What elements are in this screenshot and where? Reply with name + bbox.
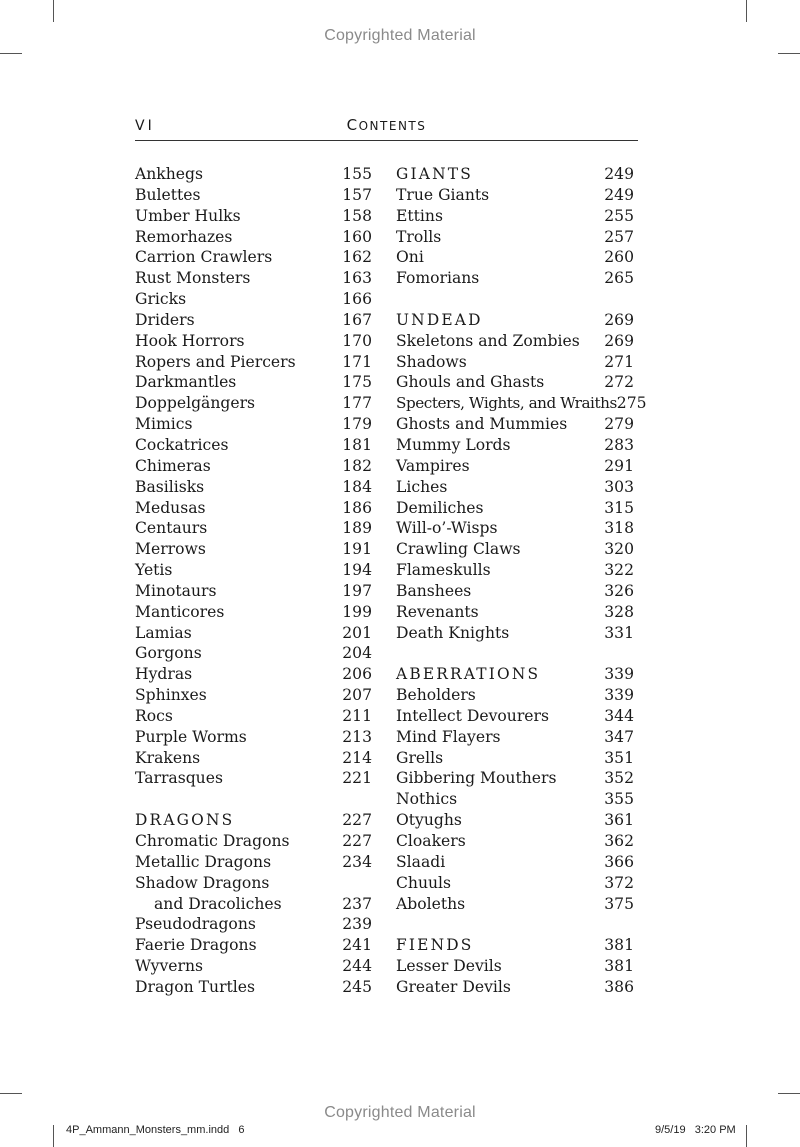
toc-entry (396, 393, 647, 414)
copyright-watermark-top: Copyrighted Material (324, 27, 476, 44)
toc-entry (396, 956, 634, 977)
toc-entry-label: GIANTS (396, 165, 473, 183)
toc-entry (135, 352, 372, 373)
toc-entry-label: UNDEAD (396, 310, 483, 329)
toc-entry (135, 164, 372, 185)
toc-entry-page: 386 (604, 977, 634, 996)
toc-entry-label: Rocs (135, 706, 173, 725)
toc-entry-page: 361 (604, 811, 634, 830)
toc-entry-label: Chuuls (396, 873, 452, 892)
toc-left-column (135, 164, 372, 998)
toc-entry-label: Will-o’-Wisps (396, 519, 498, 538)
toc-entry-label: Krakens (135, 748, 201, 767)
toc-entry-page: 331 (604, 623, 634, 642)
toc-entry (396, 206, 634, 227)
toc-entry-label: Gricks (135, 290, 187, 309)
toc-entry-label: Yetis (135, 561, 173, 580)
toc-entry (135, 581, 372, 602)
toc-entry-label: Wyverns (135, 957, 204, 976)
toc-entry-page: 291 (604, 456, 634, 475)
toc-entry (135, 456, 372, 477)
toc-entry (396, 498, 634, 519)
toc-entry-label: Crawling Claws (396, 540, 521, 559)
toc-entry (396, 247, 634, 268)
toc-entry-page: 186 (342, 498, 372, 517)
toc-entry (135, 539, 372, 560)
toc-entry-page: 155 (342, 165, 372, 183)
toc-entry (396, 831, 634, 852)
toc-entry-label: Doppelgängers (135, 394, 256, 413)
toc-entry (396, 852, 634, 873)
toc-entry-label: True Giants (396, 185, 490, 204)
toc-entry-page: 194 (342, 561, 372, 580)
toc-entry-page: 221 (342, 769, 372, 788)
toc-entry-label: Remorhazes (135, 227, 233, 246)
toc-entry-label: Mimics (135, 415, 193, 434)
toc-entry-label: Cockatrices (135, 435, 229, 454)
crop-mark (778, 1093, 800, 1094)
slug-file-info: 4P_Ammann_Monsters_mm.indd 6 (66, 1124, 245, 1136)
toc-entry-label: Hydras (135, 665, 193, 684)
toc-entry-page: 182 (342, 456, 372, 475)
toc-entry-label: Basilisks (135, 477, 205, 496)
toc-entry-page: 326 (604, 581, 634, 600)
toc-entry (396, 185, 634, 206)
toc-entry-page: 197 (342, 581, 372, 600)
crop-mark (0, 53, 22, 54)
toc-entry (396, 581, 634, 602)
toc-entry-label: Gorgons (135, 644, 202, 663)
toc-entry-label: Rust Monsters (135, 269, 251, 288)
toc-entry-label: Vampires (396, 456, 470, 475)
crop-mark (53, 0, 54, 22)
toc-entry-label: ABERRATIONS (396, 665, 541, 684)
toc-entry (135, 185, 372, 206)
toc-entry-page: 269 (604, 310, 634, 329)
toc-entry-page: 320 (604, 540, 634, 559)
toc-entry-page: 177 (342, 394, 372, 413)
toc-entry-label: FIENDS (396, 936, 474, 955)
toc-entry (135, 873, 372, 894)
toc-entry-label: Beholders (396, 686, 476, 705)
toc-spacer (135, 789, 372, 810)
running-title-rest: ONTENTS (358, 119, 427, 133)
toc-entry (135, 664, 372, 685)
toc-entry (135, 831, 372, 852)
toc-entry-page: 201 (342, 623, 372, 642)
toc-entry-label: Dragon Turtles (135, 977, 256, 996)
toc-entry (135, 310, 372, 331)
toc-entry-label: Death Knights (396, 623, 510, 642)
toc-entry (396, 873, 634, 894)
toc-entry-page: 344 (604, 706, 634, 725)
toc-entry (135, 768, 372, 789)
toc-entry-page: 157 (342, 185, 372, 204)
toc-entry (135, 685, 372, 706)
toc-entry-page: 375 (604, 894, 634, 913)
toc-entry (135, 852, 372, 873)
toc-entry (396, 810, 634, 831)
crop-mark (0, 1093, 22, 1094)
toc-section-heading (396, 310, 634, 331)
toc-entry (135, 894, 372, 915)
toc-entry-label: Cloakers (396, 832, 466, 850)
toc-entry (135, 393, 372, 414)
toc-entry (396, 477, 634, 498)
toc-entry (135, 914, 372, 935)
toc-entry-label: Gibbering Mouthers (396, 769, 557, 788)
toc-entry-page: 249 (604, 165, 634, 183)
toc-spacer (396, 914, 634, 935)
toc-entry-label: Chimeras (135, 456, 211, 475)
toc-entry-label: Umber Hulks (135, 206, 241, 225)
toc-entry-page: 315 (604, 498, 634, 517)
toc-entry-label: Shadow Dragons (135, 873, 270, 892)
toc-entry-label: Trolls (396, 227, 442, 246)
toc-entry-page: 381 (604, 936, 634, 955)
toc-entry-label: Ropers and Piercers (135, 352, 296, 371)
toc-entry-page: 260 (604, 248, 634, 267)
toc-entry (396, 331, 634, 352)
toc-entry-page: 272 (604, 373, 634, 392)
toc-entry-label: Grells (396, 748, 444, 767)
copyright-watermark-bottom: Copyrighted Material (324, 1104, 476, 1121)
toc-entry-page: 275 (616, 394, 647, 413)
toc-entry-page: 362 (604, 832, 634, 850)
toc-entry-label: Ghouls and Ghasts (396, 373, 545, 392)
toc-entry (396, 768, 634, 789)
toc-entry-label: Faerie Dragons (135, 936, 257, 955)
toc-entry-page: 352 (604, 769, 634, 788)
toc-entry-page: 160 (342, 227, 372, 246)
toc-entry-page: 303 (604, 477, 634, 496)
toc-entry (135, 227, 372, 248)
toc-entry (396, 623, 634, 644)
toc-entry-page: 179 (342, 415, 372, 434)
toc-entry (135, 518, 372, 539)
toc-entry (135, 435, 372, 456)
toc-entry-page: 355 (604, 790, 634, 809)
toc-entry-page: 158 (342, 206, 372, 225)
toc-entry (396, 977, 634, 998)
toc-entry-page: 162 (342, 248, 372, 267)
toc-entry-label: Lesser Devils (396, 957, 502, 976)
toc-entry-page: 241 (342, 936, 372, 955)
toc-section-heading (396, 164, 634, 185)
slug-timestamp: 9/5/19 3:20 PM (655, 1124, 736, 1136)
toc-entry-page: 372 (604, 873, 634, 892)
toc-entry (396, 727, 634, 748)
toc-entry-page: 171 (342, 352, 372, 371)
toc-entry-page: 351 (604, 748, 634, 767)
toc-entry-label: Lamias (135, 623, 192, 642)
toc-entry-label: Nothics (396, 790, 458, 809)
toc-entry-page: 257 (604, 227, 634, 246)
toc-entry-label: Bulettes (135, 185, 201, 204)
crop-mark (778, 53, 800, 54)
toc-entry-page: 239 (342, 915, 372, 934)
toc-entry-page: 271 (604, 352, 634, 371)
toc-entry (135, 602, 372, 623)
toc-entry-label: Slaadi (396, 852, 446, 871)
toc-entry-page: 339 (604, 686, 634, 705)
toc-entry-label: Fomorians (396, 269, 480, 288)
toc-entry-label: Intellect Devourers (396, 706, 549, 725)
toc-entry-page: 279 (604, 415, 634, 434)
toc-entry (396, 560, 634, 581)
toc-entry-page: 181 (342, 435, 372, 454)
toc-entry (135, 956, 372, 977)
toc-entry-page: 234 (342, 852, 372, 871)
toc-entry-label: Mind Flayers (396, 727, 501, 746)
toc-entry-label: Carrion Crawlers (135, 248, 273, 267)
toc-entry-page: 189 (342, 519, 372, 538)
toc-entry-label: Ettins (396, 206, 443, 225)
toc-entry-label: Chromatic Dragons (135, 832, 290, 850)
toc-entry-page: 318 (604, 519, 634, 538)
toc-entry-page: 214 (342, 748, 372, 767)
toc-entry (135, 977, 372, 998)
running-title-initial: C (346, 116, 359, 134)
toc-entry-label: Otyughs (396, 811, 462, 830)
toc-entry-label: Manticores (135, 602, 225, 621)
toc-entry-page: 366 (604, 852, 634, 871)
toc-entry-label: Revenants (396, 602, 479, 621)
toc-entry-label: Tarrasques (135, 769, 223, 788)
toc-entry-page: 249 (604, 185, 634, 204)
toc-entry-page: 244 (342, 957, 372, 976)
running-title (135, 116, 638, 134)
toc-entry-label: Ghosts and Mummies (396, 415, 568, 434)
toc-entry (135, 935, 372, 956)
toc-entry-page: 265 (604, 269, 634, 288)
toc-entry-label: Mummy Lords (396, 435, 511, 454)
toc-entry (135, 706, 372, 727)
toc-entry-label: Sphinxes (135, 686, 207, 705)
toc-entry (135, 560, 372, 581)
toc-entry (396, 456, 634, 477)
toc-entry-page: 283 (604, 435, 634, 454)
toc-entry (135, 414, 372, 435)
toc-entry-page: 213 (342, 727, 372, 746)
toc-entry (135, 331, 372, 352)
toc-entry (396, 435, 634, 456)
toc-section-heading (135, 810, 372, 831)
toc-entry-page: 227 (342, 811, 372, 830)
toc-entry (135, 477, 372, 498)
crop-mark (53, 1125, 54, 1147)
toc-entry (396, 352, 634, 373)
toc-entry-page: 347 (604, 727, 634, 746)
toc-entry-page: 175 (342, 373, 372, 392)
toc-entry (396, 414, 634, 435)
toc-right-column (396, 164, 647, 998)
toc-entry (396, 602, 634, 623)
toc-entry-label: Minotaurs (135, 581, 217, 600)
toc-entry-page: 207 (342, 686, 372, 705)
toc-entry-page: 322 (604, 561, 634, 580)
toc-entry-label: Greater Devils (396, 977, 511, 996)
toc-entry-label: Specters, Wights, and Wraiths (396, 394, 617, 413)
toc-entry (135, 247, 372, 268)
toc-entry-label: Demiliches (396, 498, 484, 517)
toc-entry-page: 199 (342, 602, 372, 621)
toc-entry (396, 748, 634, 769)
toc-entry-label: Medusas (135, 498, 206, 517)
toc-entry (135, 289, 372, 310)
toc-entry-page: 166 (342, 290, 372, 309)
toc-entry-label: Aboleths (396, 894, 466, 913)
toc-section-heading (396, 664, 634, 685)
toc-entry (396, 372, 634, 393)
toc-entry-label: Pseudodragons (135, 915, 256, 934)
toc-entry-label: Driders (135, 310, 195, 329)
toc-entry-page: 163 (342, 269, 372, 288)
toc-entry-label: DRAGONS (135, 811, 235, 830)
toc-entry-label: Shadows (396, 352, 467, 371)
toc-entry-page: 381 (604, 957, 634, 976)
toc-entry-page: 237 (342, 894, 372, 913)
toc-entry-label: Ankhegs (135, 165, 204, 183)
toc-entry (135, 727, 372, 748)
toc-entry-page: 170 (342, 331, 372, 350)
toc-entry-page: 191 (342, 540, 372, 559)
crop-mark (746, 0, 747, 22)
toc-entry (396, 539, 634, 560)
toc-entry-page: 167 (342, 310, 372, 329)
toc-entry-label: Hook Horrors (135, 331, 245, 350)
toc-spacer (396, 643, 634, 664)
toc-entry-page: 211 (342, 706, 372, 725)
toc-entry (396, 894, 634, 915)
toc-entry-page: 227 (342, 832, 372, 850)
toc-section-heading (396, 935, 634, 956)
toc-spacer (396, 289, 634, 310)
toc-entry-page: 255 (604, 206, 634, 225)
toc-entry (135, 206, 372, 227)
crop-mark (746, 1125, 747, 1147)
toc-entry-label: Oni (396, 248, 424, 267)
page-folio: VI (135, 118, 155, 134)
toc-entry (396, 227, 634, 248)
toc-entry (135, 498, 372, 519)
toc-entry-label: Merrows (135, 540, 206, 559)
toc-entry (396, 268, 634, 289)
toc-entry (135, 268, 372, 289)
toc-entry-label: and Dracoliches (154, 894, 282, 913)
toc-entry-page: 328 (604, 602, 634, 621)
toc-entry-page: 184 (342, 477, 372, 496)
toc-entry-label: Metallic Dragons (135, 852, 272, 871)
toc-entry-label: Darkmantles (135, 373, 237, 392)
toc-entry-page: 245 (342, 977, 372, 996)
toc-entry-label: Skeletons and Zombies (396, 331, 580, 350)
toc-entry-page: 206 (342, 665, 372, 684)
toc-entry (135, 748, 372, 769)
toc-entry (135, 372, 372, 393)
page-header (135, 116, 638, 141)
toc-entry-page: 269 (604, 331, 634, 350)
toc-entry-label: Liches (396, 477, 448, 496)
toc-entry-label: Centaurs (135, 519, 208, 538)
toc-entry (396, 685, 634, 706)
toc-entry (396, 706, 634, 727)
toc-entry-label: Banshees (396, 581, 472, 600)
toc-entry (396, 518, 634, 539)
toc-entry-page: 204 (342, 644, 372, 663)
toc-entry (396, 789, 634, 810)
toc-entry (135, 643, 372, 664)
toc-entry-label: Flameskulls (396, 561, 491, 580)
toc-entry (135, 623, 372, 644)
toc-entry-page: 339 (604, 665, 634, 684)
toc-entry-label: Purple Worms (135, 727, 247, 746)
